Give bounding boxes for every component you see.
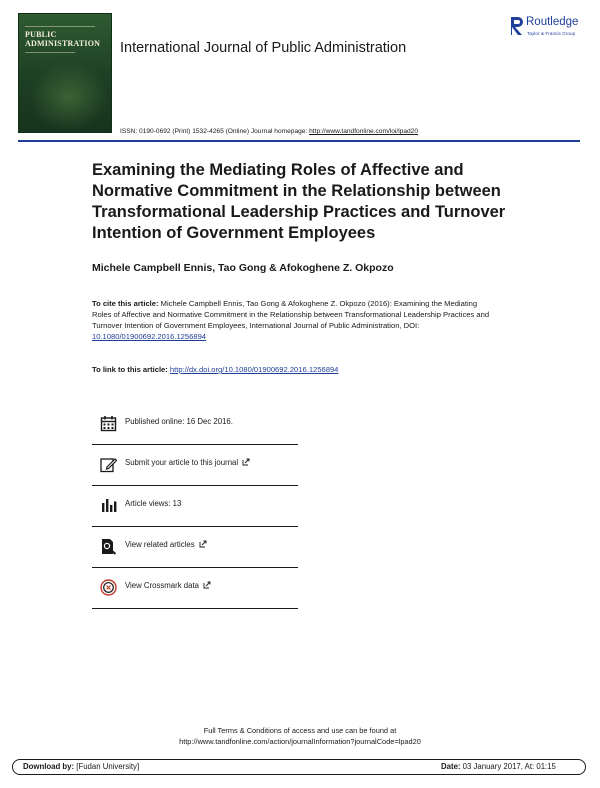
cover-title	[25, 30, 100, 48]
article-title: Examining the Mediating Roles of Affective and Normative Commitment in the Relationship between Transformational Leadership Practices and Turnover Intention of Government Employees	[92, 161, 506, 242]
calendar-icon	[100, 415, 117, 432]
routledge-r-icon	[510, 16, 524, 36]
crossmark-link[interactable]	[92, 568, 298, 609]
terms-url-link[interactable]: http://www.tandfonline.com/action/journalInformation?journalCode=lpad20	[179, 737, 421, 746]
edit-icon	[100, 456, 117, 473]
terms-notice	[0, 725, 600, 747]
related-articles-text	[125, 540, 207, 549]
issn-line	[120, 128, 418, 135]
crossmark-label: View Crossmark data	[125, 581, 199, 590]
terms-line-1: Full Terms & Conditions of access and use can be found at	[203, 726, 397, 735]
issn-text: ISSN: 0190-0692 (Print) 1532-4265 (Online) Journal homepage:	[120, 128, 310, 135]
publisher-logo[interactable]	[510, 16, 596, 42]
citation-block	[92, 298, 492, 342]
download-date-label: Date:	[441, 762, 461, 771]
submit-article-label: Submit your article to this journal	[125, 458, 239, 467]
article-doi-link[interactable]: http://dx.doi.org/10.1080/01900692.2016.1256894	[169, 365, 339, 374]
cover-artwork	[29, 62, 109, 132]
external-link-icon	[242, 458, 250, 466]
crossmark-text	[125, 581, 211, 590]
article-link-line	[92, 365, 338, 374]
downloaded-by-label: Download by:	[23, 762, 75, 771]
article-views-row	[92, 486, 298, 527]
header-divider	[18, 140, 580, 142]
published-online-text: Published online: 16 Dec 2016.	[125, 417, 233, 426]
cover-rule	[25, 52, 75, 53]
citation-doi-link[interactable]: 10.1080/01900692.2016.1256894	[92, 332, 207, 341]
citation-text: Michele Campbell Ennis, Tao Gong & Afokoghene Z. Okpozo (2016): Examining the Mediating Roles of Affective and Normative Commitment in the Relationship between Transformational Leadership Practices and Turnover Intention of Government Employees, International Journal of Public Administration, DOI:	[92, 299, 490, 330]
crossmark-icon	[100, 579, 117, 596]
publisher-tagline: Taylor & Francis Group	[527, 31, 576, 36]
download-date-value: 03 January 2017, At: 01:15	[460, 762, 556, 771]
published-online-row	[92, 404, 298, 445]
cover-rule	[25, 26, 95, 27]
related-articles-link[interactable]	[92, 527, 298, 568]
bar-chart-icon	[100, 497, 117, 514]
search-document-icon	[100, 538, 117, 555]
publisher-name: Routledge	[526, 16, 579, 28]
citation-label: To cite this article:	[92, 299, 161, 308]
journal-name: International Journal of Public Administration	[120, 40, 407, 56]
downloaded-by	[23, 762, 139, 771]
cover-title-line-2: ADMINISTRATION	[25, 39, 101, 48]
article-views-text: Article views: 13	[125, 499, 182, 508]
article-link-label: To link to this article:	[92, 365, 170, 374]
downloaded-by-value: [Fudan University]	[74, 762, 140, 771]
external-link-icon	[199, 540, 207, 548]
cover-title-line-1: PUBLIC	[25, 30, 57, 39]
submit-article-text	[125, 458, 250, 467]
download-info-bar	[12, 759, 586, 775]
article-authors: Michele Campbell Ennis, Tao Gong & Afokoghene Z. Okpozo	[92, 262, 394, 274]
external-link-icon	[203, 581, 211, 589]
journal-homepage-link[interactable]: http://www.tandfonline.com/loi/lpad20	[309, 128, 419, 135]
article-links-list	[92, 404, 298, 609]
journal-cover	[18, 13, 112, 133]
download-date	[441, 762, 556, 771]
related-articles-label: View related articles	[125, 540, 195, 549]
submit-article-link[interactable]	[92, 445, 298, 486]
